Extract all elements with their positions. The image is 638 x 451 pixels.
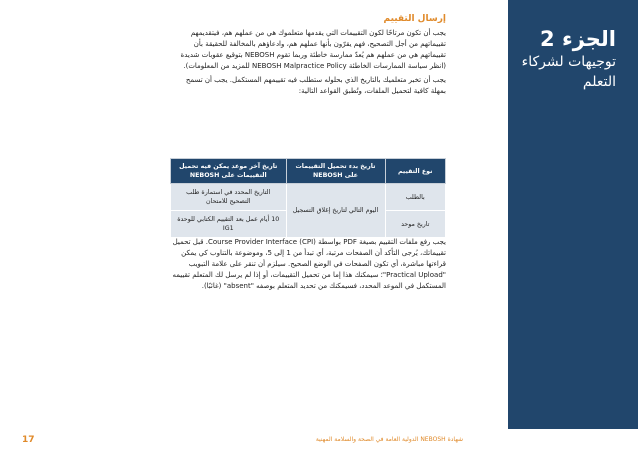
sidebar — [508, 0, 638, 451]
paragraph-3: يجب رفع ملفات التقييم بصيغة PDF بواسطة Course Provider Interface (CPI). قبل تحميل تقييماتك، يُرجى التأكد أن الصفحات مرتبة، أي تبدأ من 1 إلى 5، وموضوعة بالتناوب كي يمكن قراءتها مباشرة، أي تكون الصفحات في الوضع الصحيح. سيلزم أن تنقر على علامة التبويب "Practical Upload"؛ سيمكنك هذا إما من تحميل التقييمات، أو إذا لم يرسل لك المتعلم تقييمه المستكمل في الموعد المحدد، فسيمكنك من تحديد المتعلم بوصفه "absent" (غائبًا). — [172, 238, 446, 290]
table-cell-type: تاريخ موحد — [385, 211, 446, 238]
section-title: إرسال التقييم — [383, 14, 446, 24]
paragraph-1: يجب أن تكون مرتاحًا لكون التقييمات التي يقدمها متعلموك هي من عملهم هم، فيتقديمهم تقييماتهم من أجل التصحيح، فهم يقرّون بأنها عملهم هم، وادعاؤهم بالمخالفة للحقيقة بأن تقييماتهم هي من عملهم هم يُعدّ ممارسة خاطئة وربما تقوم NEBOSH بتوقيع عقوبات شديدة (انظر سياسة الممارسات الخاطئة NEBOSH Malpractice Policy للمزيد من المعلومات). — [180, 29, 446, 70]
paragraph-2: يجب أن تخبر متعلميك بالتاريخ الذي بحلوله ستطلب فيه تقييمهم المستكمل. يجب أن تسمح بمهلة كافية لتحميل الملفات، وتُطبق القواعد التالية: — [185, 76, 446, 95]
table-header-end: تاريخ آخر موعد يمكن فيه تحميل التقييمات على NEBOSH — [171, 159, 287, 184]
page-number: 17 — [22, 435, 35, 445]
footer — [0, 429, 638, 451]
section-body-2 — [170, 237, 446, 295]
table-cell-type: بالطلب — [385, 184, 446, 211]
table-row — [171, 184, 446, 211]
table-header-start: تاريخ بدء تحميل التقييمات على NEBOSH — [286, 159, 385, 184]
part-subtitle: توجيهات لشركاء التعلم — [521, 54, 616, 90]
table-cell-end: 10 أيام عمل بعد التقييم الكتابي للوحدة IG1 — [171, 211, 287, 238]
section-body — [170, 14, 446, 100]
footer-text: شهادة NEBOSH الدولية العامة في الصحة والسلامة المهنية — [315, 436, 463, 443]
table-cell-start: اليوم التالي لتاريخ إغلاق التسجيل — [286, 184, 385, 238]
table-header-type: نوع التقييم — [385, 159, 446, 184]
assessment-dates-table — [170, 158, 446, 238]
table-header-row — [171, 159, 446, 184]
part-title: الجزء 2 — [540, 27, 616, 51]
table-cell-end: التاريخ المحدد في استمارة طلب التصحيح للامتحان — [171, 184, 287, 211]
